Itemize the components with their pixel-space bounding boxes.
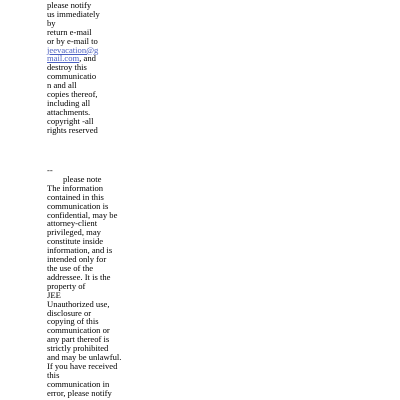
notice-line: communication or: [47, 325, 110, 336]
notice-line: addressee. It is the: [47, 271, 111, 282]
notice-line: The information: [47, 182, 104, 193]
notice-line: and may be unlawful.: [47, 352, 122, 363]
notice-line: error, please notify: [47, 387, 112, 398]
notice-line: including all: [47, 97, 91, 108]
notice-line: property of: [47, 280, 86, 291]
notice-line: attorney-client: [47, 218, 98, 229]
notice-line: copying of this: [47, 316, 99, 327]
notice-line: JEE: [47, 289, 61, 300]
notice-line: us immediately: [47, 8, 100, 19]
notice-line: constitute inside: [47, 236, 104, 247]
notice-line: please notify: [47, 0, 92, 10]
notice-line: n and all: [47, 80, 77, 91]
email-link[interactable]: mail.com: [47, 53, 80, 64]
notice-line: or by e-mail to: [47, 35, 98, 46]
notice-line: privileged, may: [47, 227, 101, 238]
notice-line: the use of the: [47, 262, 94, 273]
notice-line: copies thereof,: [47, 89, 98, 100]
notice-line: communicatio: [47, 71, 97, 82]
notice-line: communication in: [47, 378, 110, 389]
email-link[interactable]: jeevacation@g: [47, 44, 99, 55]
notice-line: rights reserved: [47, 124, 98, 135]
notice-line: information, and is: [47, 245, 113, 256]
notice-heading: please note: [63, 173, 102, 184]
notice-line: If you have received: [47, 360, 118, 371]
notice-line: contained in this: [47, 191, 104, 202]
notice-line: copyright -all: [47, 115, 94, 126]
confidentiality-notice-tail: [47, 1, 119, 135]
notice-line: disclosure or: [47, 307, 92, 318]
notice-line: by: [47, 17, 56, 28]
notice-line: return e-mail: [47, 26, 92, 37]
notice-line: Unauthorized use,: [47, 298, 110, 309]
confidentiality-notice: [47, 165, 122, 398]
notice-line: attachments.: [47, 106, 91, 117]
notice-line: communication is: [47, 200, 109, 211]
notice-line: destroy this: [47, 62, 87, 73]
notice-line: strictly prohibited: [47, 343, 109, 354]
notice-line: this: [47, 369, 60, 380]
email-tail-text: , and: [79, 53, 96, 64]
notice-line: intended only for: [47, 254, 107, 265]
signature-separator: --: [47, 165, 53, 175]
notice-line: confidential, may be: [47, 209, 118, 220]
notice-line: any part thereof is: [47, 334, 110, 345]
